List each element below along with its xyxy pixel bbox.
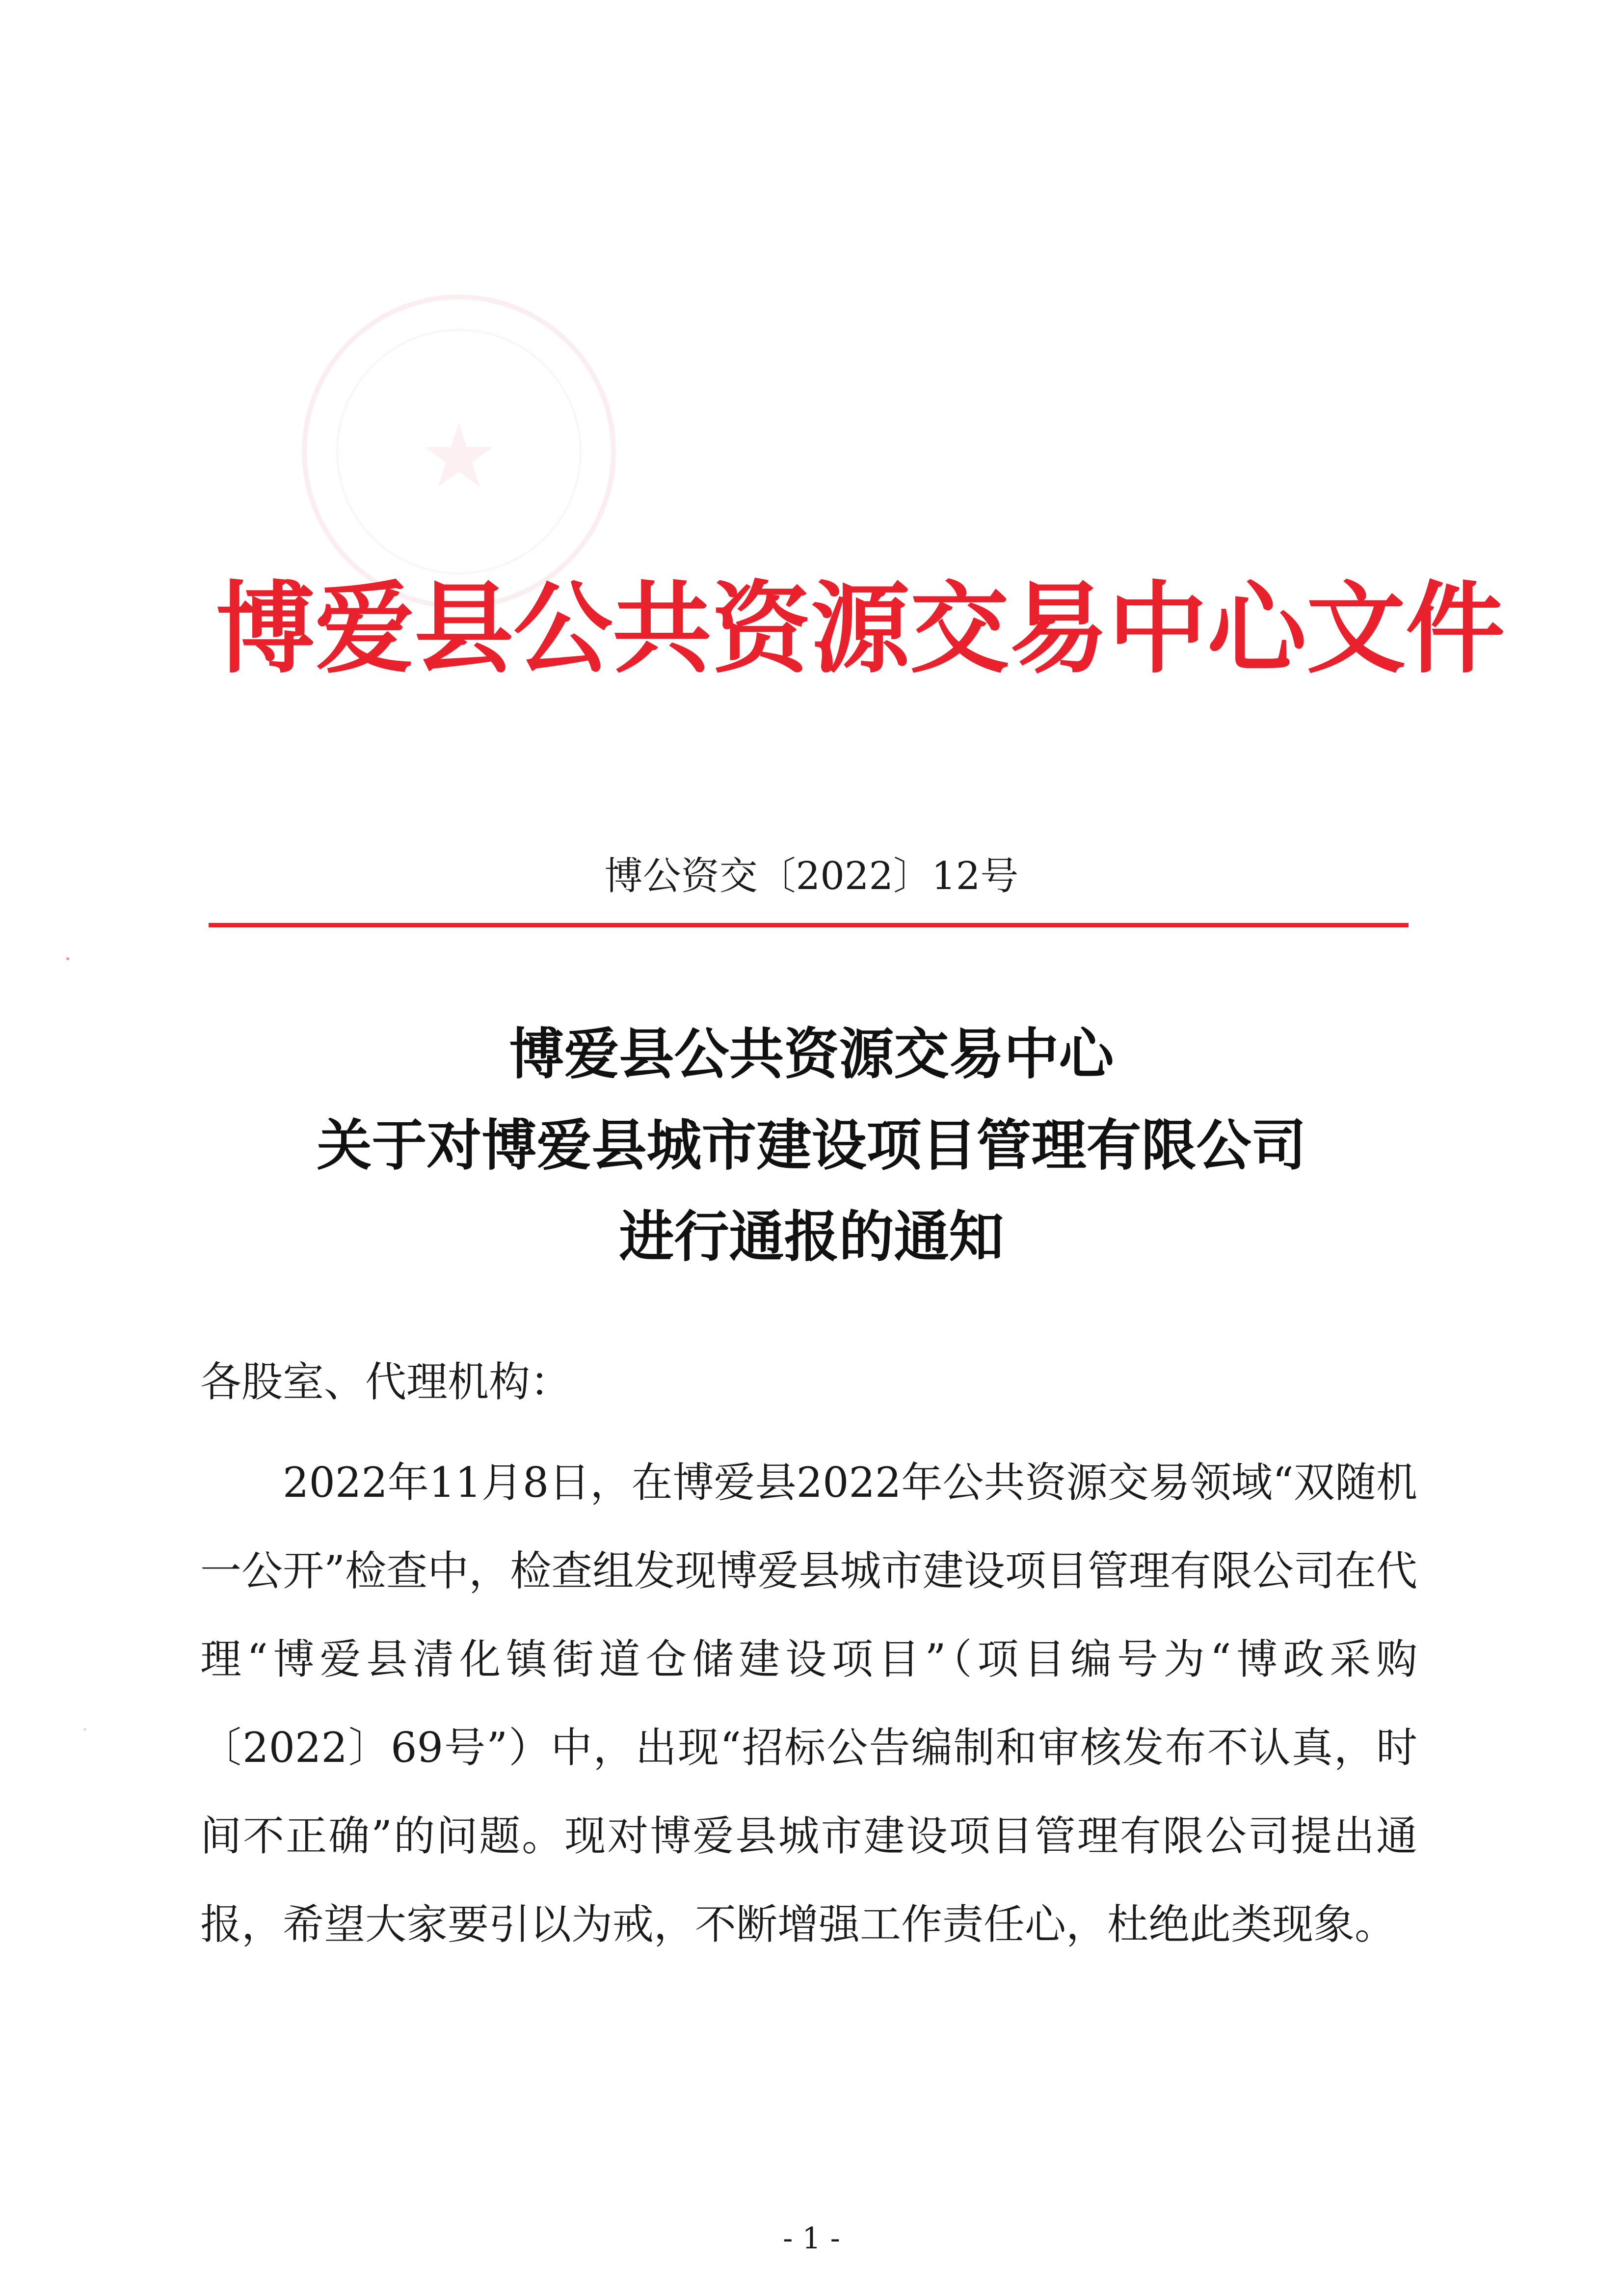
document-title xyxy=(0,1009,1623,1283)
seal-star-icon: ★ xyxy=(419,405,499,508)
document-number: 博公资交〔2022〕12号 xyxy=(604,854,1019,898)
salutation: 各股室、代理机构： xyxy=(200,1358,572,1406)
body-paragraph: 2022年11月8日，在博爱县2022年公共资源交易领域“双随机一公开”检查中，检查组发现博爱县城市建设项目管理有限公司在代理“博爱县清化镇街道仓储建设项目”（项目编号为“博政采购〔2022〕69号”）中，出现“招标公告编制和审核发布不认真，时间不正确”的问题。现对博爱县城市建设项目管理有限公司提出通报，希望大家要引以为戒，不断增强工作责任心，杜绝此类现象。 xyxy=(200,1459,1417,1948)
title-line-3: 进行通报的通知 xyxy=(619,1205,1004,1269)
masthead-divider xyxy=(209,923,1409,927)
faint-seal-icon xyxy=(302,295,616,609)
scan-speck xyxy=(83,1728,86,1731)
title-line-1: 博爱县公共资源交易中心 xyxy=(509,1022,1114,1086)
document-masthead: 博爱县公共资源交易中心文件 xyxy=(216,570,1505,687)
page-number: - 1 - xyxy=(783,2221,840,2256)
scan-speck xyxy=(66,957,69,960)
title-line-2: 关于对博爱县城市建设项目管理有限公司 xyxy=(317,1113,1306,1178)
